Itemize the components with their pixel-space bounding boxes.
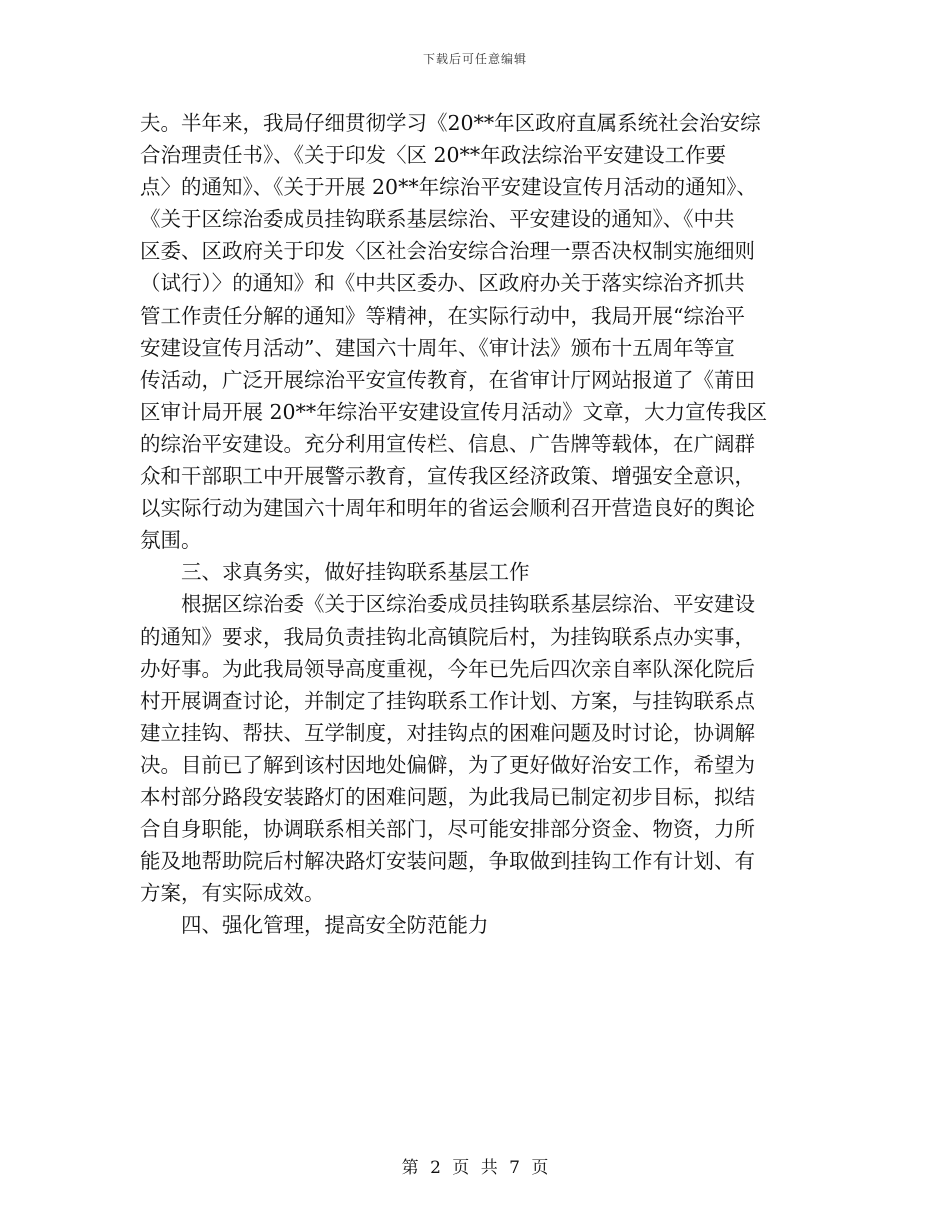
text-line: 安建设宣传月活动”、建国六十周年、《审计法》颁布十五周年等宣 — [140, 335, 735, 360]
text-line: 办好事。为此我局领导高度重视，今年已先后四次亲自率队深化院后 — [140, 656, 755, 681]
text-line: 区委、区政府关于印发〈区社会治安综合治理一票否决权制实施细则 — [140, 239, 755, 264]
text-line: 能及地帮助院后村解决路灯安装问题，争取做到挂钩工作有计划、有 — [140, 849, 755, 874]
text-line: 《关于区综治委成员挂钩联系基层综治、平安建设的通知》、《中共 — [140, 207, 735, 232]
text-line: 以实际行动为建国六十周年和明年的省运会顺利召开营造良好的舆论 — [140, 496, 755, 521]
text-line: 众和干部职工中开展警示教育，宣传我区经济政策、增强安全意识， — [140, 464, 755, 489]
text-line: 的综治平安建设。充分利用宣传栏、信息、广告牌等载体，在广阔群 — [140, 431, 755, 456]
text-line: 的通知》要求，我局负责挂钩北高镇院后村，为挂钩联系点办实事， — [140, 624, 755, 649]
text-line: 合治理责任书》、《关于印发〈区 20**年政法综治平安建设工作要 — [140, 143, 727, 168]
section-heading: 四、强化管理，提高安全防范能力 — [181, 913, 489, 938]
page-header: 下载后可任意编辑 — [422, 52, 527, 66]
text-line: 管工作责任分解的通知》等精神，在实际行动中，我局开展“综治平 — [140, 303, 745, 328]
text-line: 氛围。 — [140, 528, 202, 553]
text-line: 合自身职能，协调联系相关部门，尽可能安排部分资金、物资，力所 — [140, 817, 755, 842]
text-line: （试行）〉的通知》和《中共区委办、区政府办关于落实综治齐抓共 — [140, 271, 745, 296]
text-line: 建立挂钩、帮扶、互学制度，对挂钩点的困难问题及时讨论，协调解 — [140, 720, 755, 745]
paragraph-start-line: 根据区综治委《关于区综治委成员挂钩联系基层综治、平安建设 — [181, 592, 755, 617]
section-heading: 三、求真务实，做好挂钩联系基层工作 — [181, 560, 530, 585]
text-line: 村开展调查讨论，并制定了挂钩联系工作计划、方案，与挂钩联系点 — [140, 688, 755, 713]
text-line: 本村部分路段安装路灯的困难问题，为此我局已制定初步目标，拟结 — [140, 784, 755, 809]
text-line: 方案，有实际成效。 — [140, 881, 325, 906]
text-line: 点〉的通知》、《关于开展 20**年综治平安建设宣传月活动的通知》、 — [140, 175, 757, 200]
text-line: 夫。半年来，我局仔细贯彻学习《20**年区政府直属系统社会治安综 — [140, 111, 761, 135]
text-line: 区审计局开展 20**年综治平安建设宣传月活动》文章，大力宣传我区 — [140, 399, 768, 424]
text-line: 决。目前已了解到该村因地处偏僻，为了更好做好治安工作，希望为 — [140, 752, 755, 777]
body-text — [140, 107, 812, 941]
page-number: 第 2 页 共 7 页 — [401, 1158, 549, 1178]
text-line: 传活动，广泛开展综治平安宣传教育，在省审计厅网站报道了《莆田 — [140, 367, 755, 392]
